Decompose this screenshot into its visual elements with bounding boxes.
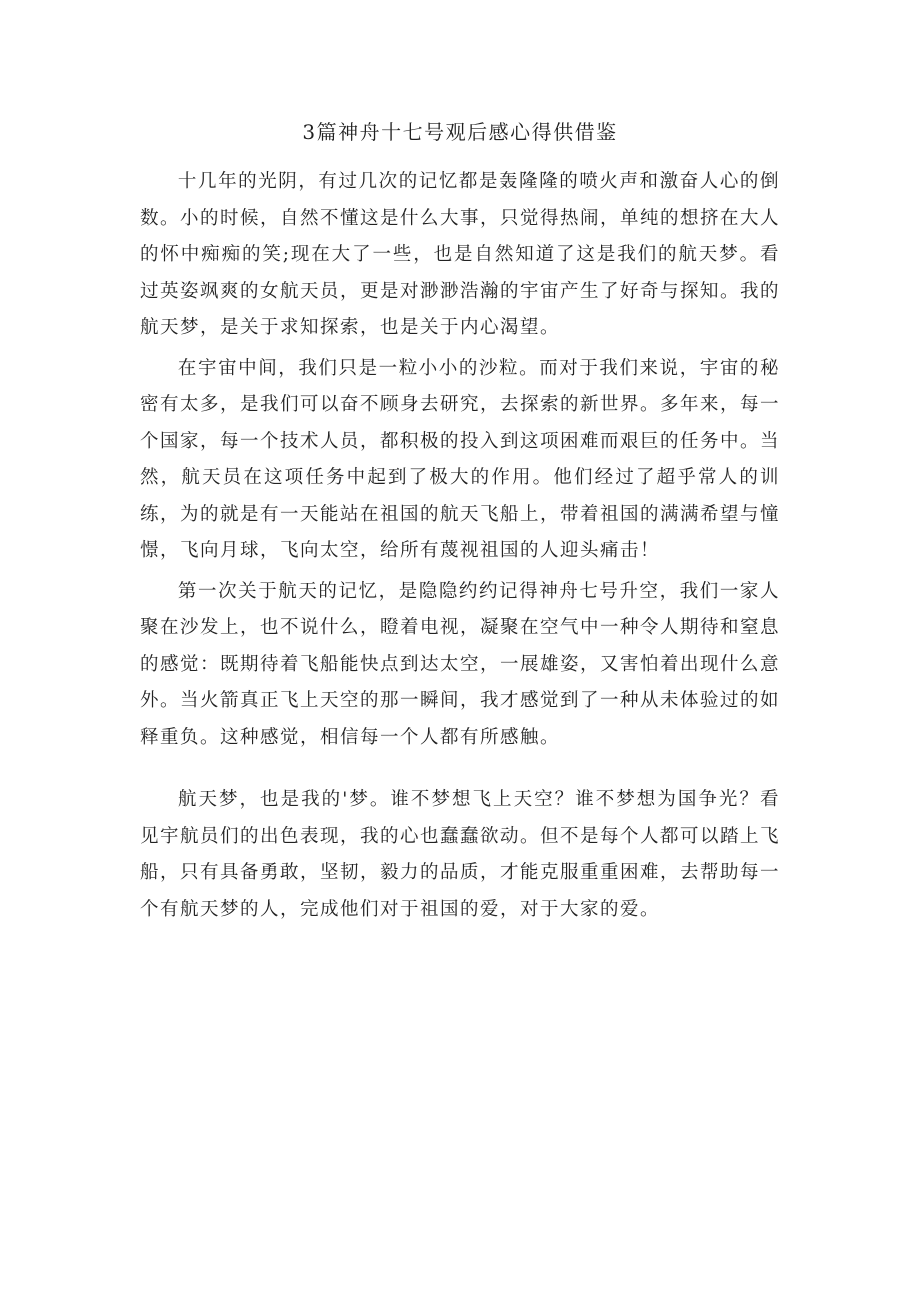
page-title: 3篇神舟十七号观后感心得供借鉴 (302, 120, 618, 144)
paragraph-4: 航天梦，也是我的'梦。谁不梦想飞上天空？谁不梦想为国争光？看见宇航员们的出色表现，我的心也蠢蠢欲动。但不是每个人都可以踏上飞船，只有具备勇敢，坚韧，毅力的品质，才能克服重重困难，去帮助每一个有航天梦的人，完成他们对于祖国的爱，对于大家的爱。 (140, 789, 781, 920)
document-body (140, 164, 780, 932)
paragraph-1: 十几年的光阴，有过几次的记忆都是轰隆隆的喷火声和激奋人心的倒数。小的时候，自然不懂这是什么大事，只觉得热闹，单纯的想挤在大人的怀中痴痴的笑;现在大了一些，也是自然知道了这是我们的航天梦。看过英姿飒爽的女航天员，更是对渺渺浩瀚的宇宙产生了好奇与探知。我的航天梦，是关于求知探索，也是关于内心渴望。 (140, 171, 781, 338)
paragraph-3: 第一次关于航天的记忆，是隐隐约约记得神舟七号升空，我们一家人聚在沙发上，也不说什么，瞪着电视，凝聚在空气中一种令人期待和窒息的感觉：既期待着飞船能快点到达太空，一展雄姿，又害怕着出现什么意外。当火箭真正飞上天空的那一瞬间，我才感觉到了一种从未体验过的如释重负。这种感觉，相信每一个人都有所感触。 (140, 580, 781, 748)
paragraph-2: 在宇宙中间，我们只是一粒小小的沙粒。而对于我们来说，宇宙的秘密有太多，是我们可以奋不顾身去研究，去探索的新世界。多年来，每一个国家，每一个技术人员，都积极的投入到这项困难而艰巨的任务中。当然，航天员在这项任务中起到了极大的作用。他们经过了超乎常人的训练，为的就是有一天能站在祖国的航天飞船上，带着祖国的满满希望与憧憬，飞向月球，飞向太空，给所有蔑视祖国的人迎头痛击！ (140, 357, 781, 561)
